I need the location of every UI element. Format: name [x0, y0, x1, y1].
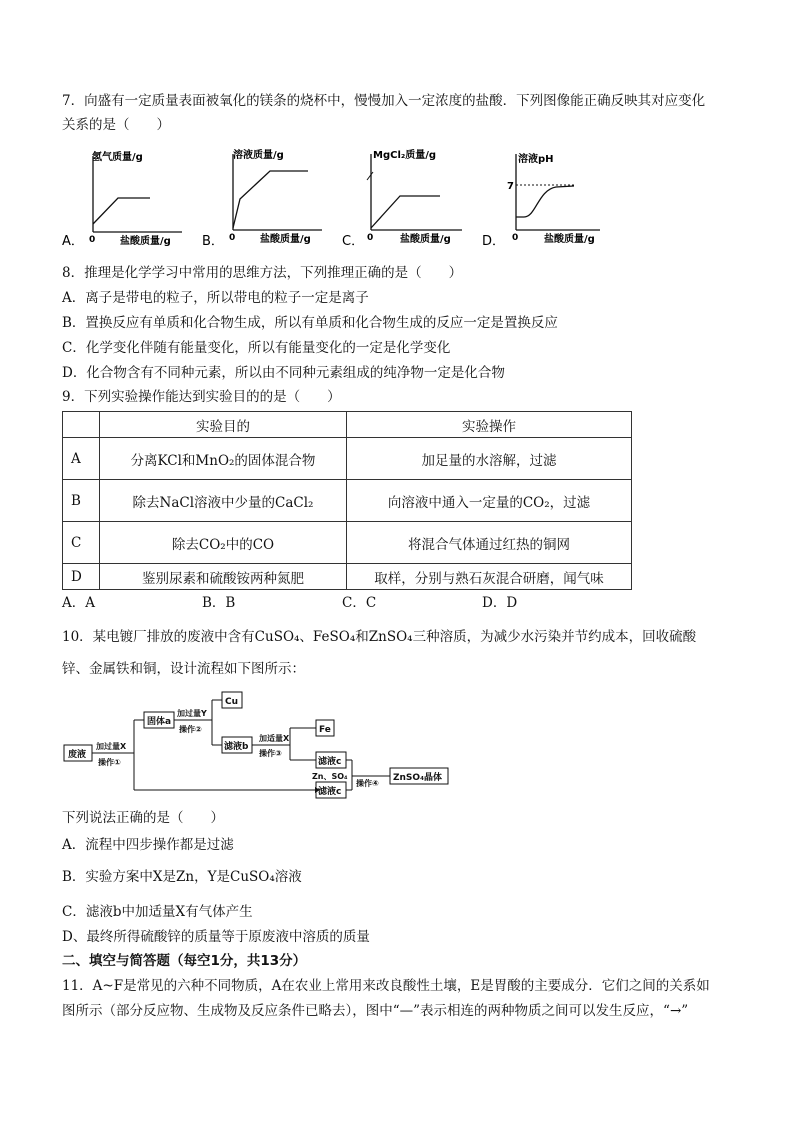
- flow-cu: Cu: [225, 697, 239, 707]
- q7-option-b-label: B．: [202, 234, 224, 249]
- flow-add-x2: 加适量X: [259, 734, 290, 743]
- flow-fe: Fe: [319, 725, 331, 735]
- q9-row-key: B: [63, 480, 100, 522]
- q9-table: [62, 411, 632, 590]
- flow-filtrate-c1: 滤液c: [318, 757, 342, 767]
- flow-solid-a: 固体a: [147, 717, 172, 727]
- q9-answer-d: D．D: [482, 595, 518, 611]
- flow-waste: 废液: [68, 750, 87, 760]
- q9-answer-a: A．A: [62, 595, 95, 611]
- q8-stem: 8．推理是化学学习中常用的思维方法，下列推理正确的是（ ）: [62, 265, 463, 281]
- q7-graph-b-origin: 0: [229, 233, 236, 243]
- q9-row-operation: 取样，分别与熟石灰混合研磨，闻气味: [347, 564, 632, 590]
- q9-stem: 9．下列实验操作能达到实验目的的是（ ）: [62, 389, 341, 405]
- q8-option-c: C．化学变化伴随有能量变化，所以有能量变化的一定是化学变化: [62, 340, 451, 356]
- q7-option-c-label: C．: [342, 234, 365, 249]
- q9-row-operation: 将混合气体通过红热的铜网: [347, 522, 632, 564]
- q7-graph-b-ylabel: 溶液质量/g: [233, 150, 284, 161]
- flow-add-y: 加过量Y: [177, 709, 207, 718]
- q10-stem2: 下列说法正确的是（ ）: [62, 810, 224, 826]
- q7-option-a-label: A．: [62, 234, 84, 249]
- table-row: [63, 480, 632, 522]
- q10-option-c: C．滤液b中加适量X有气体产生: [62, 904, 253, 920]
- flow-op1: 操作①: [98, 758, 121, 767]
- q9-row-purpose: 分离KCl和MnO₂的固体混合物: [100, 438, 347, 480]
- q9-header-operation: 实验操作: [347, 412, 632, 438]
- flow-crystal: ZnSO₄晶体: [393, 773, 443, 783]
- q9-row-operation: 向溶液中通入一定量的CO₂，过滤: [347, 480, 632, 522]
- q7-graph-c-origin: 0: [367, 233, 374, 243]
- q7-graph-a-ylabel: 氢气质量/g: [92, 152, 143, 163]
- q9-header-blank: [63, 412, 100, 438]
- q8-option-d: D．化合物含有不同种元素，所以由不同种元素组成的纯净物一定是化合物: [62, 365, 505, 381]
- table-row: [63, 438, 632, 480]
- q7-graph-c-xlabel: 盐酸质量/g: [400, 234, 451, 245]
- q9-row-purpose: 除去CO₂中的CO: [100, 522, 347, 564]
- q7-stem-line2: 关系的是（ ）: [62, 117, 170, 133]
- q10-stem-line1: 10．某电镀厂排放的废液中含有CuSO₄、FeSO₄和ZnSO₄三种溶质，为减少水污染并节约成本，回收硫酸: [62, 629, 697, 645]
- q7-graph-d-ylabel: 溶液pH: [518, 154, 554, 165]
- q9-row-purpose: 鉴别尿素和硫酸铵两种氮肥: [100, 564, 347, 590]
- flow-filtrate-b: 滤液b: [224, 742, 249, 752]
- q9-row-key: D: [63, 564, 100, 590]
- q8-option-b: B．置换反应有单质和化合物生成，所以有单质和化合物生成的反应一定是置换反应: [62, 315, 558, 331]
- q7-option-d-label: D．: [482, 234, 506, 249]
- q10-option-b: B．实验方案中X是Zn，Y是CuSO₄溶液: [62, 869, 302, 885]
- q7-graph-d-mark: 7: [507, 181, 514, 192]
- q7-graph-d: [480, 144, 610, 254]
- table-row: [63, 564, 632, 590]
- flow-op3: 操作③: [259, 749, 282, 758]
- q11-line1: 11．A~F是常见的六种不同物质，A在农业上常用来改良酸性土壤，E是胃酸的主要成分．它们之间的关系如: [62, 978, 710, 994]
- q7-graph-a-origin: 0: [89, 235, 96, 245]
- q10-option-d: D、最终所得硫酸锌的质量等于原废液中溶质的质量: [62, 929, 370, 945]
- q9-header-purpose: 实验目的: [100, 412, 347, 438]
- q7-graph-d-xlabel: 盐酸质量/g: [544, 234, 595, 245]
- table-row: [63, 522, 632, 564]
- q9-answer-c: C．C: [342, 595, 377, 611]
- q11-line2: 图所示（部分反应物、生成物及反应条件已略去），图中“—”表示相连的两种物质之间可以发生反应，“→”: [62, 1003, 689, 1019]
- q7-graph-c-ylabel: MgCl₂质量/g: [373, 150, 437, 161]
- q7-graph-c: [340, 144, 470, 254]
- q9-row-key: C: [63, 522, 100, 564]
- q8-option-a: A．离子是带电的粒子，所以带电的粒子一定是离子: [62, 290, 369, 306]
- section-2-title: 二、填空与简答题（每空1分，共13分）: [62, 953, 307, 969]
- q7-graph-d-origin: 0: [512, 233, 519, 243]
- flow-op2: 操作②: [179, 725, 202, 734]
- flow-add-x: 加过量X: [96, 742, 127, 751]
- q10-option-a: A．流程中四步操作都是过滤: [62, 837, 234, 853]
- q7-graph-b-xlabel: 盐酸质量/g: [260, 234, 311, 245]
- q9-row-key: A: [63, 438, 100, 480]
- q10-stem-line2: 锌、金属铁和铜，设计流程如下图所示：: [62, 661, 305, 677]
- q9-row-operation: 加足量的水溶解，过滤: [347, 438, 632, 480]
- q7-stem-line1: 7．向盛有一定质量表面被氧化的镁条的烧杯中，慢慢加入一定浓度的盐酸．下列图像能正确反映其对应变化: [62, 93, 706, 109]
- flow-filtrate-c2: 滤液c: [318, 787, 342, 797]
- q9-table-header: [63, 412, 632, 438]
- flow-znso4-label: Zn、SO₄: [312, 772, 348, 781]
- q7-graph-b: [200, 144, 330, 254]
- q10-flowchart: [62, 690, 462, 805]
- q9-answer-b: B．B: [202, 595, 236, 611]
- q7-graph-a-xlabel: 盐酸质量/g: [120, 236, 171, 247]
- flow-op4: 操作④: [356, 779, 379, 788]
- q7-graph-a: [62, 146, 192, 254]
- q9-row-purpose: 除去NaCl溶液中少量的CaCl₂: [100, 480, 347, 522]
